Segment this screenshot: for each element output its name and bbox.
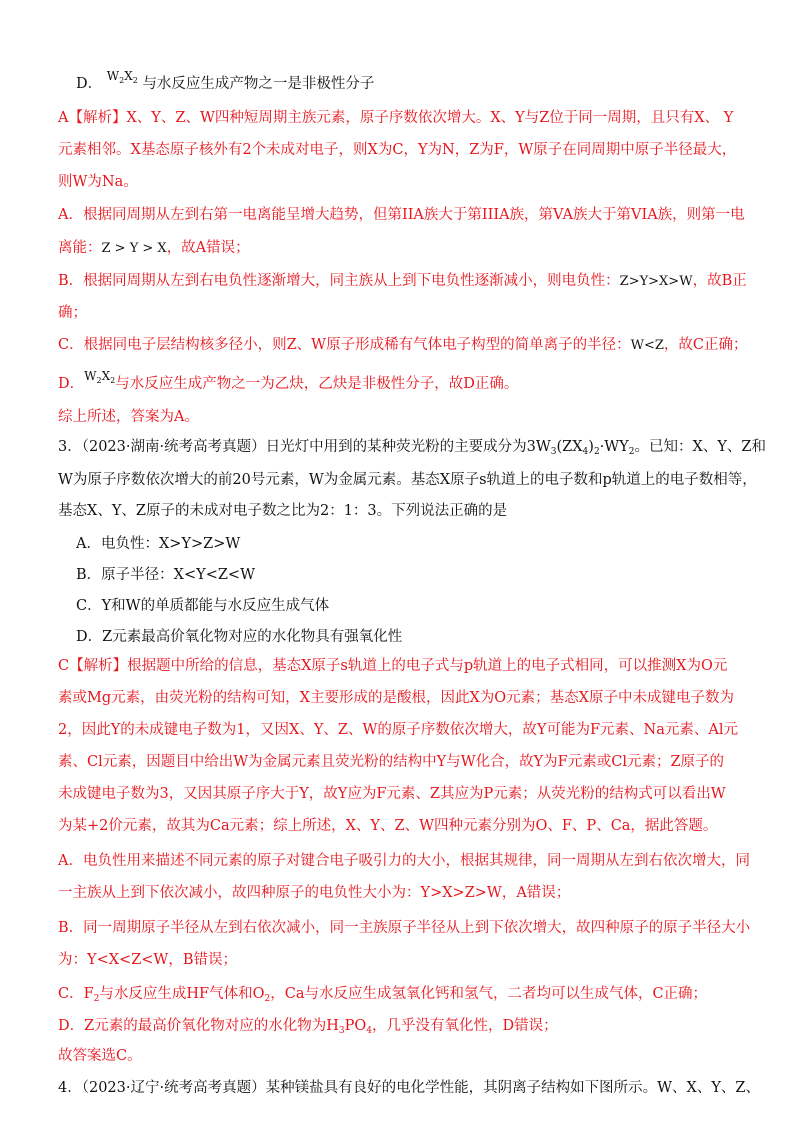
q2-answer-line: A【解析】X、Y、Z、W四种短周期主族元素，原子序数依次增大。X、Y与Z位于同一周期，且只有X、 Y [58, 110, 734, 126]
q3-analysis-line: 为某+2价元素，故其为Ca元素；综上所述，X、Y、Z、W四种元素分别为O、F、P、Ca，据此答题。 [58, 818, 718, 834]
q3-analysis-line: 未成键电子数为3，又因其原子序大于Y，故Y应为F元素、Z其应为P元素；从荧光粉的结构式可以看出W [58, 786, 726, 802]
q3-stem-line: W为原子序数依次增大的前20号元素，W为金属元素。基态X原子s轨道上的电子数和p轨道上的电子数相等， [58, 472, 757, 488]
q3-analysis-line-d: D．Z元素的最高价氧化物对应的水化物为$H_3PO_4$，几乎没有氧化性，D错误； [58, 1018, 558, 1036]
q3-analysis-line: A．电负性用来描述不同元素的原子对键合电子吸引力的大小，根据其规律，同一周期从左到右依次增大，同 [58, 853, 750, 869]
analysis-line: 则W为Na。 [58, 174, 138, 190]
analysis-line: 元素相邻。X基态原子核外有2个未成对电子，则X为C，Y为N，Z为F，W原子在同周期中原子半径最大， [58, 142, 737, 158]
q3-analysis-line: 一主族从上到下依次减小，故四种原子的电负性大小为：Y>X>Z>W，A错误； [58, 885, 571, 901]
q3-analysis-line: 素或Mg元素，由荧光粉的结构可知，X主要形成的是酸根，因此X为O元素；基态X原子中未成键电子数为 [58, 690, 734, 706]
q3-analysis-line: B．同一周期原子半径从左到右依次减小，同一主族原子半径从上到下依次增大，故四种原子的原子半径大小 [58, 920, 751, 936]
analysis-line-a: 离能：Z > Y > X，故A错误； [58, 240, 250, 256]
analysis-line-b: B．根据同周期从左到右电负性逐渐增大，同主族从上到下电负性逐渐减小，则电负性：Z>Y>X>W，故B正 [58, 273, 747, 289]
q3-option-d: D．Z元素最高价氧化物对应的水化物具有强氧化性 [76, 629, 403, 645]
analysis-line: 确； [58, 305, 87, 321]
q3-option-a: A．电负性：X>Y>Z>W [76, 536, 241, 552]
q3-analysis-line: 2，因此Y的未成键电子数为1，又因X、Y、Z、W的原子序数依次增大，故Y可能为F元素、Na元素、Al元 [58, 722, 738, 738]
formula-w2x2: $W_2X_2$ [106, 69, 138, 85]
q3-conclusion: 故答案选C。 [58, 1048, 142, 1064]
q3-option-c: C．Y和W的单质都能与水反应生成气体 [76, 598, 330, 614]
q3-analysis-line: C【解析】根据题中所给的信息，基态X原子s轨道上的电子式与p轨道上的电子式相同，可以推测X为O元 [58, 658, 728, 674]
analysis-line-c: C．根据同电子层结构核多径小，则Z、W原子形成稀有气体电子构型的简单离子的半径：W<Z，故C正确； [58, 337, 748, 353]
q3-analysis-line: 素、Cl元素，因题目中给出W为金属元素且荧光粉的结构中Y与W化合，故Y为F元素或Cl元素；Z原子的 [58, 754, 725, 770]
q3-analysis-line: 为：Y<X<Z<W，B错误； [58, 952, 237, 968]
analysis-line: A．根据同周期从左到右第一电离能呈增大趋势，但第IIA族大于第IIIA族，第VA族大于第VIA族，则第一电 [58, 207, 745, 223]
q3-option-b: B．原子半径：X<Y<Z<W [76, 567, 255, 583]
q2-option-d [76, 66, 766, 94]
q3-stem-line: 3．（2023·湖南·统考高考真题）日光灯中用到的某种荧光粉的主要成分为$3W_3(ZX_4)_2\cdot WY_2$。已知：X、Y、Z和 [58, 439, 766, 457]
analysis-conclusion: 综上所述，答案为A。 [58, 409, 199, 425]
option-label: D． [76, 76, 103, 92]
q4-stem-line: 4．（2023·辽宁·统考高考真题）某种镁盐具有良好的电化学性能，其阴离子结构如下图所示。W、X、Y、Z、 [58, 1080, 760, 1096]
option-text: 与水反应生成产物之一是非极性分子 [142, 76, 375, 92]
q3-analysis-line-c: C．$F_2$与水反应生成HF气体和$O_2$，Ca与水反应生成氢氧化钙和氢气，二者均可以生成气体，C正确； [58, 986, 708, 1004]
q3-stem-line: 基态X、Y、Z原子的未成对电子数之比为2：1：3。下列说法正确的是 [58, 503, 508, 519]
analysis-line-d: D．$W_2X_2$与水反应生成产物之一为乙炔，乙炔是非极性分子，故D正确。 [58, 369, 519, 392]
